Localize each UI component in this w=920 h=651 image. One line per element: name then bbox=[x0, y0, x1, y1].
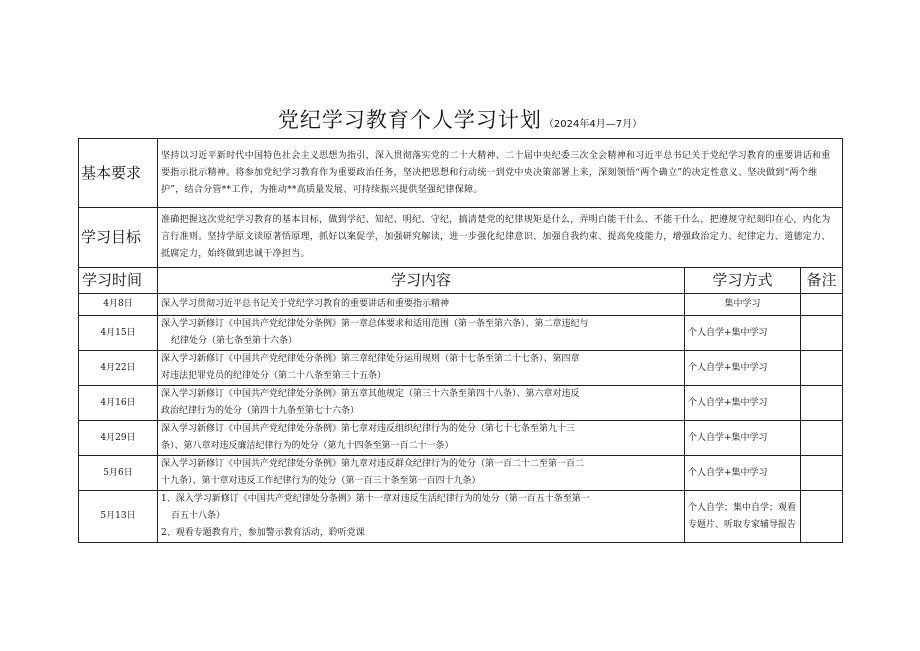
row-content-line: 百五十八条） bbox=[171, 511, 226, 521]
row-method: 个人自学+集中学习 bbox=[685, 456, 801, 491]
page-subtitle: （2024年4月—7月） bbox=[543, 119, 643, 130]
row-note bbox=[801, 421, 843, 456]
row-note bbox=[801, 386, 843, 421]
basic-requirements-text: 坚持以习近平新时代中国特色社会主义思想为指引，深入贯彻落实党的二十大精神、二十届中央纪委三次全会精神和习近平总书记关于党纪学习教育的重要讲话和重要指示批示精神。将参加党纪学习教育作为重要政治任务，坚决把思想和行动统一到党中央决策部署上来，深刻领悟“两个确立”的决定性意义、坚决做到“两个维护”，结合分管**工作，为推动**高质量发展、可持续振兴提供坚强纪律保障。 bbox=[158, 139, 843, 208]
row-date: 4月29日 bbox=[79, 421, 158, 456]
row-date: 4月16日 bbox=[79, 386, 158, 421]
row-content bbox=[158, 491, 685, 543]
table-row bbox=[79, 316, 843, 351]
row-date: 4月22日 bbox=[79, 351, 158, 386]
page-title: 党纪学习教育个人学习计划 bbox=[277, 108, 542, 132]
column-header-method: 学习方式 bbox=[685, 268, 801, 294]
row-content-line: 十九条）、第十章对违反工作纪律行为的处分（第一百三十条至第一百四十九条） bbox=[161, 476, 481, 486]
column-header-content: 学习内容 bbox=[158, 268, 685, 294]
column-header-row bbox=[79, 268, 843, 294]
row-content bbox=[158, 421, 685, 456]
row-content-line: 深入学习新修订《中国共产党纪律处分条例》第九章对违反群众纪律行为的处分（第一百二十二至第一百二 bbox=[161, 459, 585, 469]
row-content-line: 条）、第八章对违反廉洁纪律行为的处分（第九十四条至第一百二十一条） bbox=[161, 441, 454, 451]
learning-goal-label: 学习目标 bbox=[79, 208, 158, 268]
row-method: 个人自学；集中自学；观看专题片、听取专家辅导报告 bbox=[685, 491, 801, 543]
row-method: 个人自学+集中学习 bbox=[685, 421, 801, 456]
column-header-note: 备注 bbox=[801, 268, 843, 294]
row-content-line: 2、观看专题教育片，参加警示教育活动，聆听党课 bbox=[161, 528, 365, 538]
row-content-line: 深入学习新修订《中国共产党纪律处分条例》第七章对违反组织纪律行为的处分（第七十七条至第九十三 bbox=[161, 424, 576, 434]
row-content bbox=[158, 351, 685, 386]
table-row bbox=[79, 421, 843, 456]
row-content-line: 深入学习贯彻习近平总书记关于党纪学习教育的重要讲话和重要指示精神 bbox=[161, 299, 450, 309]
row-content bbox=[158, 386, 685, 421]
row-date: 4月8日 bbox=[79, 294, 158, 316]
row-content bbox=[158, 294, 685, 316]
table-row bbox=[79, 456, 843, 491]
row-method: 个人自学+集中学习 bbox=[685, 351, 801, 386]
row-content-line: 深入学习新修订《中国共产党纪律处分条例》第五章其他规定（第三十六条至第四十八条）、第六章对违反 bbox=[161, 389, 580, 399]
learning-goal-row bbox=[79, 208, 843, 268]
row-method: 个人自学+集中学习 bbox=[685, 386, 801, 421]
row-note bbox=[801, 316, 843, 351]
row-note bbox=[801, 351, 843, 386]
learning-goal-text: 准确把握这次党纪学习教育的基本目标，做到学纪、知纪、明纪、守纪，搞清楚党的纪律规矩是什么，弄明白能干什么、不能干什么，把遵规守纪刻印在心，内化为言行准则。坚持学原文读原著悟原理，抓好以案促学，加强研究解读，进一步强化纪律意识、加强自我约束、提高免疫能力，增强政治定力、纪律定力、道德定力、抵腐定力，始终做到忠诚干净担当。 bbox=[158, 208, 843, 268]
row-method: 个人自学+集中学习 bbox=[685, 316, 801, 351]
row-content bbox=[158, 316, 685, 351]
row-note bbox=[801, 294, 843, 316]
table-row bbox=[79, 491, 843, 543]
row-note bbox=[801, 491, 843, 543]
study-plan-table bbox=[78, 138, 843, 543]
row-date: 5月6日 bbox=[79, 456, 158, 491]
row-content bbox=[158, 456, 685, 491]
row-method: 集中学习 bbox=[685, 294, 801, 316]
row-content-line: 对违法犯罪党员的纪律处分（第二十八条至第三十五条） bbox=[161, 371, 387, 381]
row-content-line: 深入学习新修订《中国共产党纪律处分条例》第一章总体要求和适用范围（第一条至第六条）、第二章违纪与 bbox=[161, 319, 589, 329]
basic-requirements-label: 基本要求 bbox=[79, 139, 158, 208]
column-header-time: 学习时间 bbox=[79, 268, 158, 294]
row-date: 4月15日 bbox=[79, 316, 158, 351]
row-date: 5月13日 bbox=[79, 491, 158, 543]
row-note bbox=[801, 456, 843, 491]
title-bar bbox=[0, 104, 920, 134]
table-row bbox=[79, 351, 843, 386]
row-content-line: 1、深入学习新修订《中国共产党纪律处分条例》第十一章对违反生活纪律行为的处分（第一百五十条至第一 bbox=[161, 494, 590, 504]
row-content-line: 纪律处分（第七条至第十六条） bbox=[171, 336, 298, 346]
table-row bbox=[79, 294, 843, 316]
row-content-line: 政治纪律行为的处分（第四十九条至第七十六条） bbox=[161, 406, 360, 416]
table-row bbox=[79, 386, 843, 421]
basic-requirements-row bbox=[79, 139, 843, 208]
row-content-line: 深入学习新修订《中国共产党纪律处分条例》第三章纪律处分运用规则（第十七条至第二十七条）、第四章 bbox=[161, 354, 580, 364]
